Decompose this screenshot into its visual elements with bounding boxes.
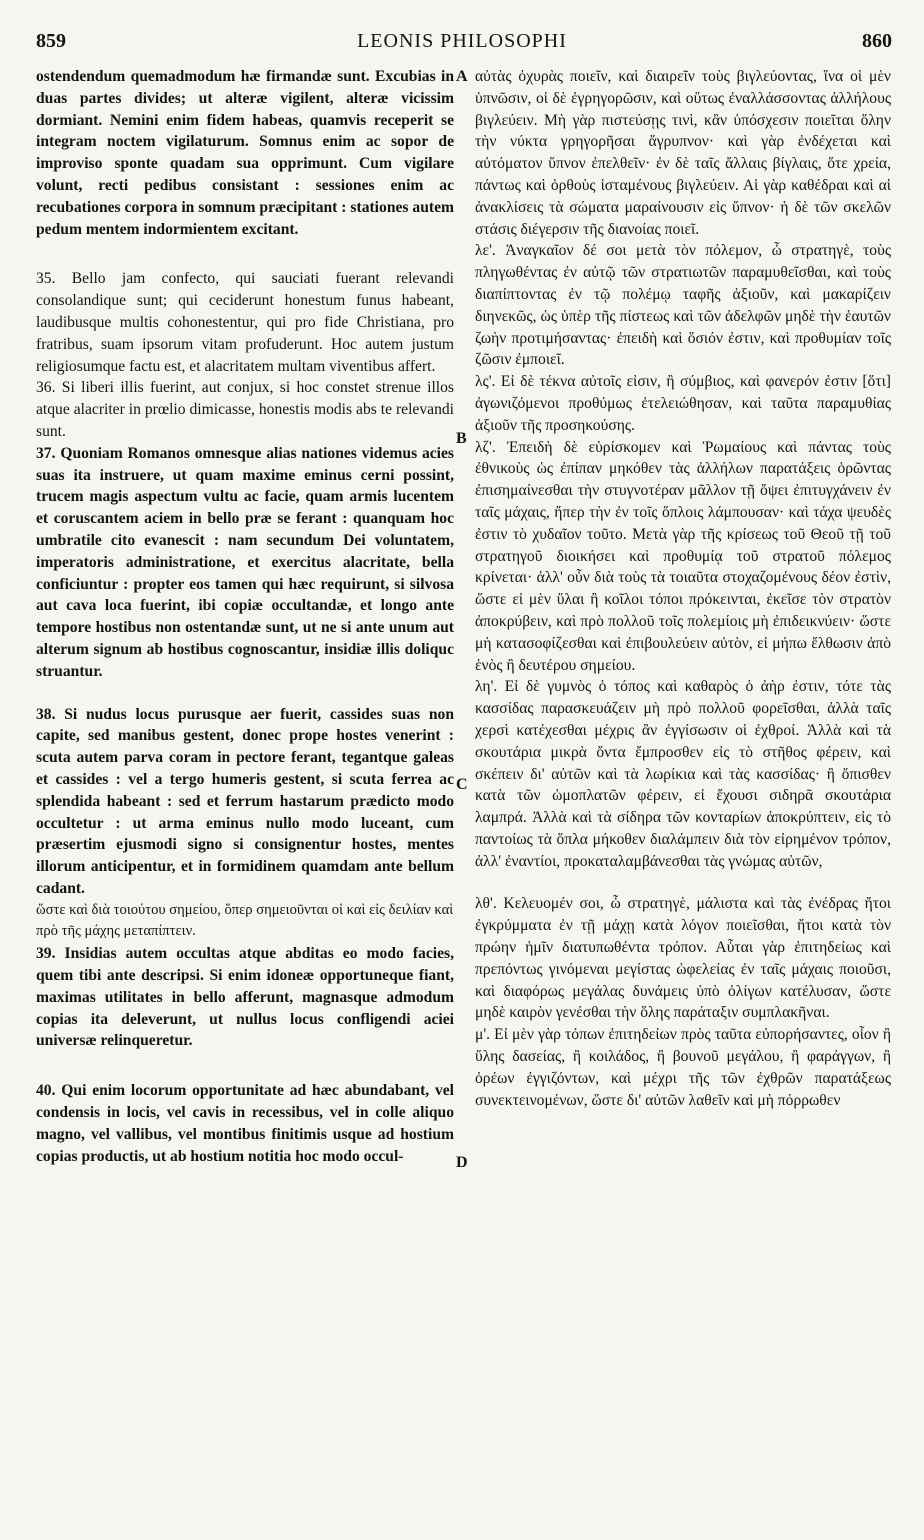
latin-paragraph-intro: ostendendum quemadmodum hæ firmandæ sunt. Excubias in duas partes divides; ut alteræ vigilent, alteræ vicissim dormiant. Nemini enim fidem habeas, quamvis receperit se integram noctem vigilaturum. Somnus enim ac sopor de improviso sponte quadam sua opprimunt. Cum vigilare volunt, recti pedibus consistant : sessiones enim ac recubationes corpora in somnum præcipitant : stationes autem pedum mentem indormientem excitant. xyxy=(36,68,454,238)
greek-paragraph-35: λε'. Ἀναγκαῖον δέ σοι μετὰ τὸν πόλεμον, ὦ στρατηγὲ, τοὺς πληγωθέντας ἐν αὐτῷ τῶν στρατιωτῶν παραμυθεῖσθαι, καὶ τοὺς διαπίπτοντας ἐν τῷ πολέμῳ ταφῆς ἀξιοῦν, καὶ μακαρίζειν διηνεκῶς, ὡς ὑπὲρ τῆς πίστεως καὶ τῶν ἀδελφῶν μηδὲ τὴν ἑαυτῶν ζωὴν προτιμήσαντας· ἐπειδὴ καὶ ὅσιόν ἐστιν, καὶ προθυμίαν τοῖς ζῶσιν ἐμποιεῖ. xyxy=(475,242,891,369)
margin-marker-c: C xyxy=(456,776,468,793)
margin-marker-d: D xyxy=(456,1154,468,1171)
latin-paragraph-36: 36. Si liberi illis fuerint, aut conjux, si hoc constet strenue illos atque alacriter in prœlio dimicasse, honestis modis abs te relevandi sunt. xyxy=(36,379,454,440)
greek-paragraph-39: λθ'. Κελευομέν σοι, ὦ στρατηγὲ, μάλιστα καὶ τὰς ἐνέδρας ἤτοι ἐγκρύμματα ἐν τῇ μάχῃ κατὰ λόγον ποιεῖσθαι, ἤτοι κατὰ τὸν πρώην ἡμῖν διατυπωθέντα τρόπον. Αὗται γὰρ ἐπιτηδείως καὶ πρεπόντως γινόμεναι μεγίστας ὠφελείας ἐν ταῖς μάχαις ποιοῦσι, καὶ διαφόρως μεγάλας δυνάμεις ὑπὸ ὀλίγων κατέλυσαν, ὥστε μηδὲ καιρὸν γενέσθαι τὴν ὅλης παράταξιν συμπλακῆναι. xyxy=(475,895,891,1022)
greek-paragraph-36: λς'. Εἰ δὲ τέκνα αὐτοῖς εἰσιν, ἢ σύμβιος, καὶ φανερόν ἐστιν [ὅτι] ἀγωνιζόμενοι προθύμως ἐτελειώθησαν, καὶ ταῦτα παραμυθίας ἀξιοῦν τῆς προσηκούσης. xyxy=(475,373,891,434)
margin-marker-b: B xyxy=(456,430,467,447)
latin-paragraph-35: 35. Bello jam confecto, qui sauciati fuerant relevandi consolandique sunt; qui ceciderunt honestum funus habeant, laudibusque multis cohonestentur, qui pro fide Christiana, pro fratribus, suam ipsorum vitam profuderunt. Hoc autem justum religiosumque factu est, et alacritatem multam viventibus affert. xyxy=(36,270,454,375)
greek-column xyxy=(475,66,891,1111)
greek-paragraph-intro: αὐτὰς ὀχυρὰς ποιεῖν, καὶ διαιρεῖν τοὺς βιγλεύοντας, ἵνα οἱ μὲν ὑπνῶσιν, οἱ δὲ ἐγρηγορῶσιν, καὶ οὕτως ἐναλλάσσοντας ἀλλήλους βιγλεύειν. Μὴ γὰρ πιστεύσῃς τινὶ, κἂν ὑπόσχεσιν ποιεῖται ὅλην τὴν νύκτα γρηγορῆσαι ἄγρυπνον· καὶ γὰρ ἐνδέχεται καὶ αὐτόματον ὕπνον ἐπελθεῖν· ἐν δὲ ταῖς ἄλλαις βίγλαις, ὅτε χρεία, πάντως καὶ ὀρθοὺς ἱσταμένους βιγλεύειν. Αἱ γὰρ καθέδραι καὶ αἱ ἀνακλίσεις τὰ σώματα μαραίνουσιν εἰς ὕπνον· ἡ δὲ τῶν σκελῶν στάσις διέγερσιν τῆς διανοίας ποιεῖ. xyxy=(475,68,891,238)
page-number-left: 859 xyxy=(36,30,66,52)
running-title: LEONIS PHILOSOPHI xyxy=(357,30,567,52)
greek-paragraph-37: λζ'. Ἐπειδὴ δὲ εὑρίσκομεν καὶ Ῥωμαίους καὶ πάντας τοὺς ἐθνικοὺς ὡς ἐπίπαν μηκόθεν τὰς ἀλλήλων παρατάξεις ὁρῶντας ἐπισημαίνεσθαι τὴν στυγνοτέραν μᾶλλον τῇ ὄψει ἐπιτυγχάνειν ἐν ταῖς μάχαις, ἤπερ τὴν ἐν τοῖς ὅπλοις λάμπουσαν· καὶ τάχα ψευδὲς ἐστιν τὸ χυδαῖον τοῦτο. Μετὰ γὰρ τῆς κρίσεως τοῦ Θεοῦ τῇ τοῦ στρατηγοῦ διοικήσει καὶ προθυμίᾳ τοῦ στρατοῦ πόλεμος κρίνεται· ἀλλ' οὖν διὰ τοὺς τὰ τοιαῦτα στοχαζομένους δέον ἐστὶν, ὥστε εἰ μὲν ὕλαι ἢ κοῖλοι τόποι πρόκεινται, ἐκεῖσε τὸν στρατὸν ἀποκρύβειν, καὶ πρὸ πολλοῦ τοῖς πολεμίοις μὴ ἐπιδεικνύειν· ὥστε μὴ κατασοφίζεσθαι καὶ ἐπιβουλεύειν αὐτὸν, εἰ μήπω ἔλθωσιν ἀπὸ ἑνὸς ἢ δευτέρου σημείου. xyxy=(475,438,891,674)
greek-paragraph-38: λη'. Εἰ δὲ γυμνὸς ὁ τόπος καὶ καθαρὸς ὁ ἀὴρ ἐστιν, τότε τὰς κασσίδας παρασκευάζειν μὴ πρὸ πολλοῦ φορεῖσθαι, ἀλλὰ ταῖς χερσὶ κατέχεσθαι μέχρις ἂν ἐγγίσωσιν οἱ ἐχθροί. Ἀλλὰ καὶ τὰ σκουτάρια μικρὰ ὄντα ἔμπροσθεν εἰς τὸ στῆθος φέρειν, καὶ σκέπειν δι' αὐτῶν καὶ τὰ λωρίκια καὶ τὰς κασσίδας· ἢ ὄπισθεν κατὰ τῶν ὠμοπλατῶν φέρειν, εἰ ἔχουσι σιδηρᾶ σκουτάρια λαμπρά. Ἀλλὰ καὶ τὰ σίδηρα τῶν κονταρίων ἀποκρύπτειν, εἰς τὸ παντοίως τὰ ὅπλα μήκοθεν διαλάμπειν διὰ τὸν εἰρημένον τρόπον, ἀλλ' ἐναντίοι, προκαταλαμβάνεσθαι τὰς γνώμας αὐτῶν, xyxy=(475,678,891,870)
latin-paragraph-37: 37. Quoniam Romanos omnesque alias nationes videmus acies suas ita instruere, ut quam maxime eminus cerni possint, trucem magis aspectum vultu ac facie, quam armis lucentem et coruscantem aciem in bello præ se ferant : quanquam hoc umbratile cito evanescit : nam secundum Dei voluntatem, imperatoris administratione, et exercitus alacritate, bella conficiuntur : propter eos tamen qui hæc requirunt, si silvosa aut cava loca fuerint, ibi copiæ occultandæ, et longo ante tempore hostibus non ostentandæ sunt, ut ne si ante unum aut alterum signum ab hostibus cognoscantur, insidiæ illis doliquc struantur. xyxy=(36,444,454,680)
greek-inset-line: ὥστε καὶ διὰ τοιούτου σημείου, ὅπερ σημειοῦνται οἱ καὶ εἰς δειλίαν καὶ πρὸ τῆς μάχης μεταπίπτειν. xyxy=(36,901,454,940)
page-header xyxy=(0,30,924,56)
greek-paragraph-40: μ'. Εἰ μὲν γὰρ τόπων ἐπιτηδείων πρὸς ταῦτα εὐπορήσαντες, οἷον ἢ ὕλης δασείας, ἢ κοιλάδος, ἢ βουνοῦ μεγάλου, ἢ φαράγγων, ἢ ὀρέων ἐγγιζόντων, καὶ μέχρι τῆς τῶν ἐχθρῶν παρατάξεως συνεκτεινομένων, ὥστε δι' αὐτῶν λαθεῖν καὶ μὴ πόρρωθεν xyxy=(475,1026,891,1109)
page-number-right: 860 xyxy=(862,30,892,52)
latin-paragraph-38: 38. Si nudus locus purusque aer fuerit, cassides suas non capite, sed manibus gestent, donec prope hostes venerint : scuta autem parva coram in pectore ferant, tegantque galeas et cassides : vel a tergo humeris gestent, si scuta ferrea ac splendida habeant : sed et ferrum hastarum prædicto modo occultetur : ut arma eminus nullo modo luceant, cum præsertim ejusmodi signo si consignentur hostes, mentes illorum anticipentur, et in formidinem quamdam ante bellum cadant. xyxy=(36,705,454,897)
latin-paragraph-40: 40. Qui enim locorum opportunitate ad hæc abundabant, vel condensis in locis, vel cavis in recessibus, vel in colle aliquo magno, vel vallibus, vel montibus finitimis usque ad hostium copias productis, ut ab hostium notitia hoc modo occul- xyxy=(36,1082,454,1165)
margin-marker-a: A xyxy=(456,68,468,85)
latin-column xyxy=(36,66,454,1167)
latin-paragraph-39: 39. Insidias autem occultas atque abditas eo modo facies, quem tibi ante descripsi. Si enim idoneæ opportuneque fiant, maximas utilitates in bello afferunt, magnasque admodum copias ita deleverunt, ut nullus locus confligendi aciei universæ relinqueretur. xyxy=(36,945,454,1050)
